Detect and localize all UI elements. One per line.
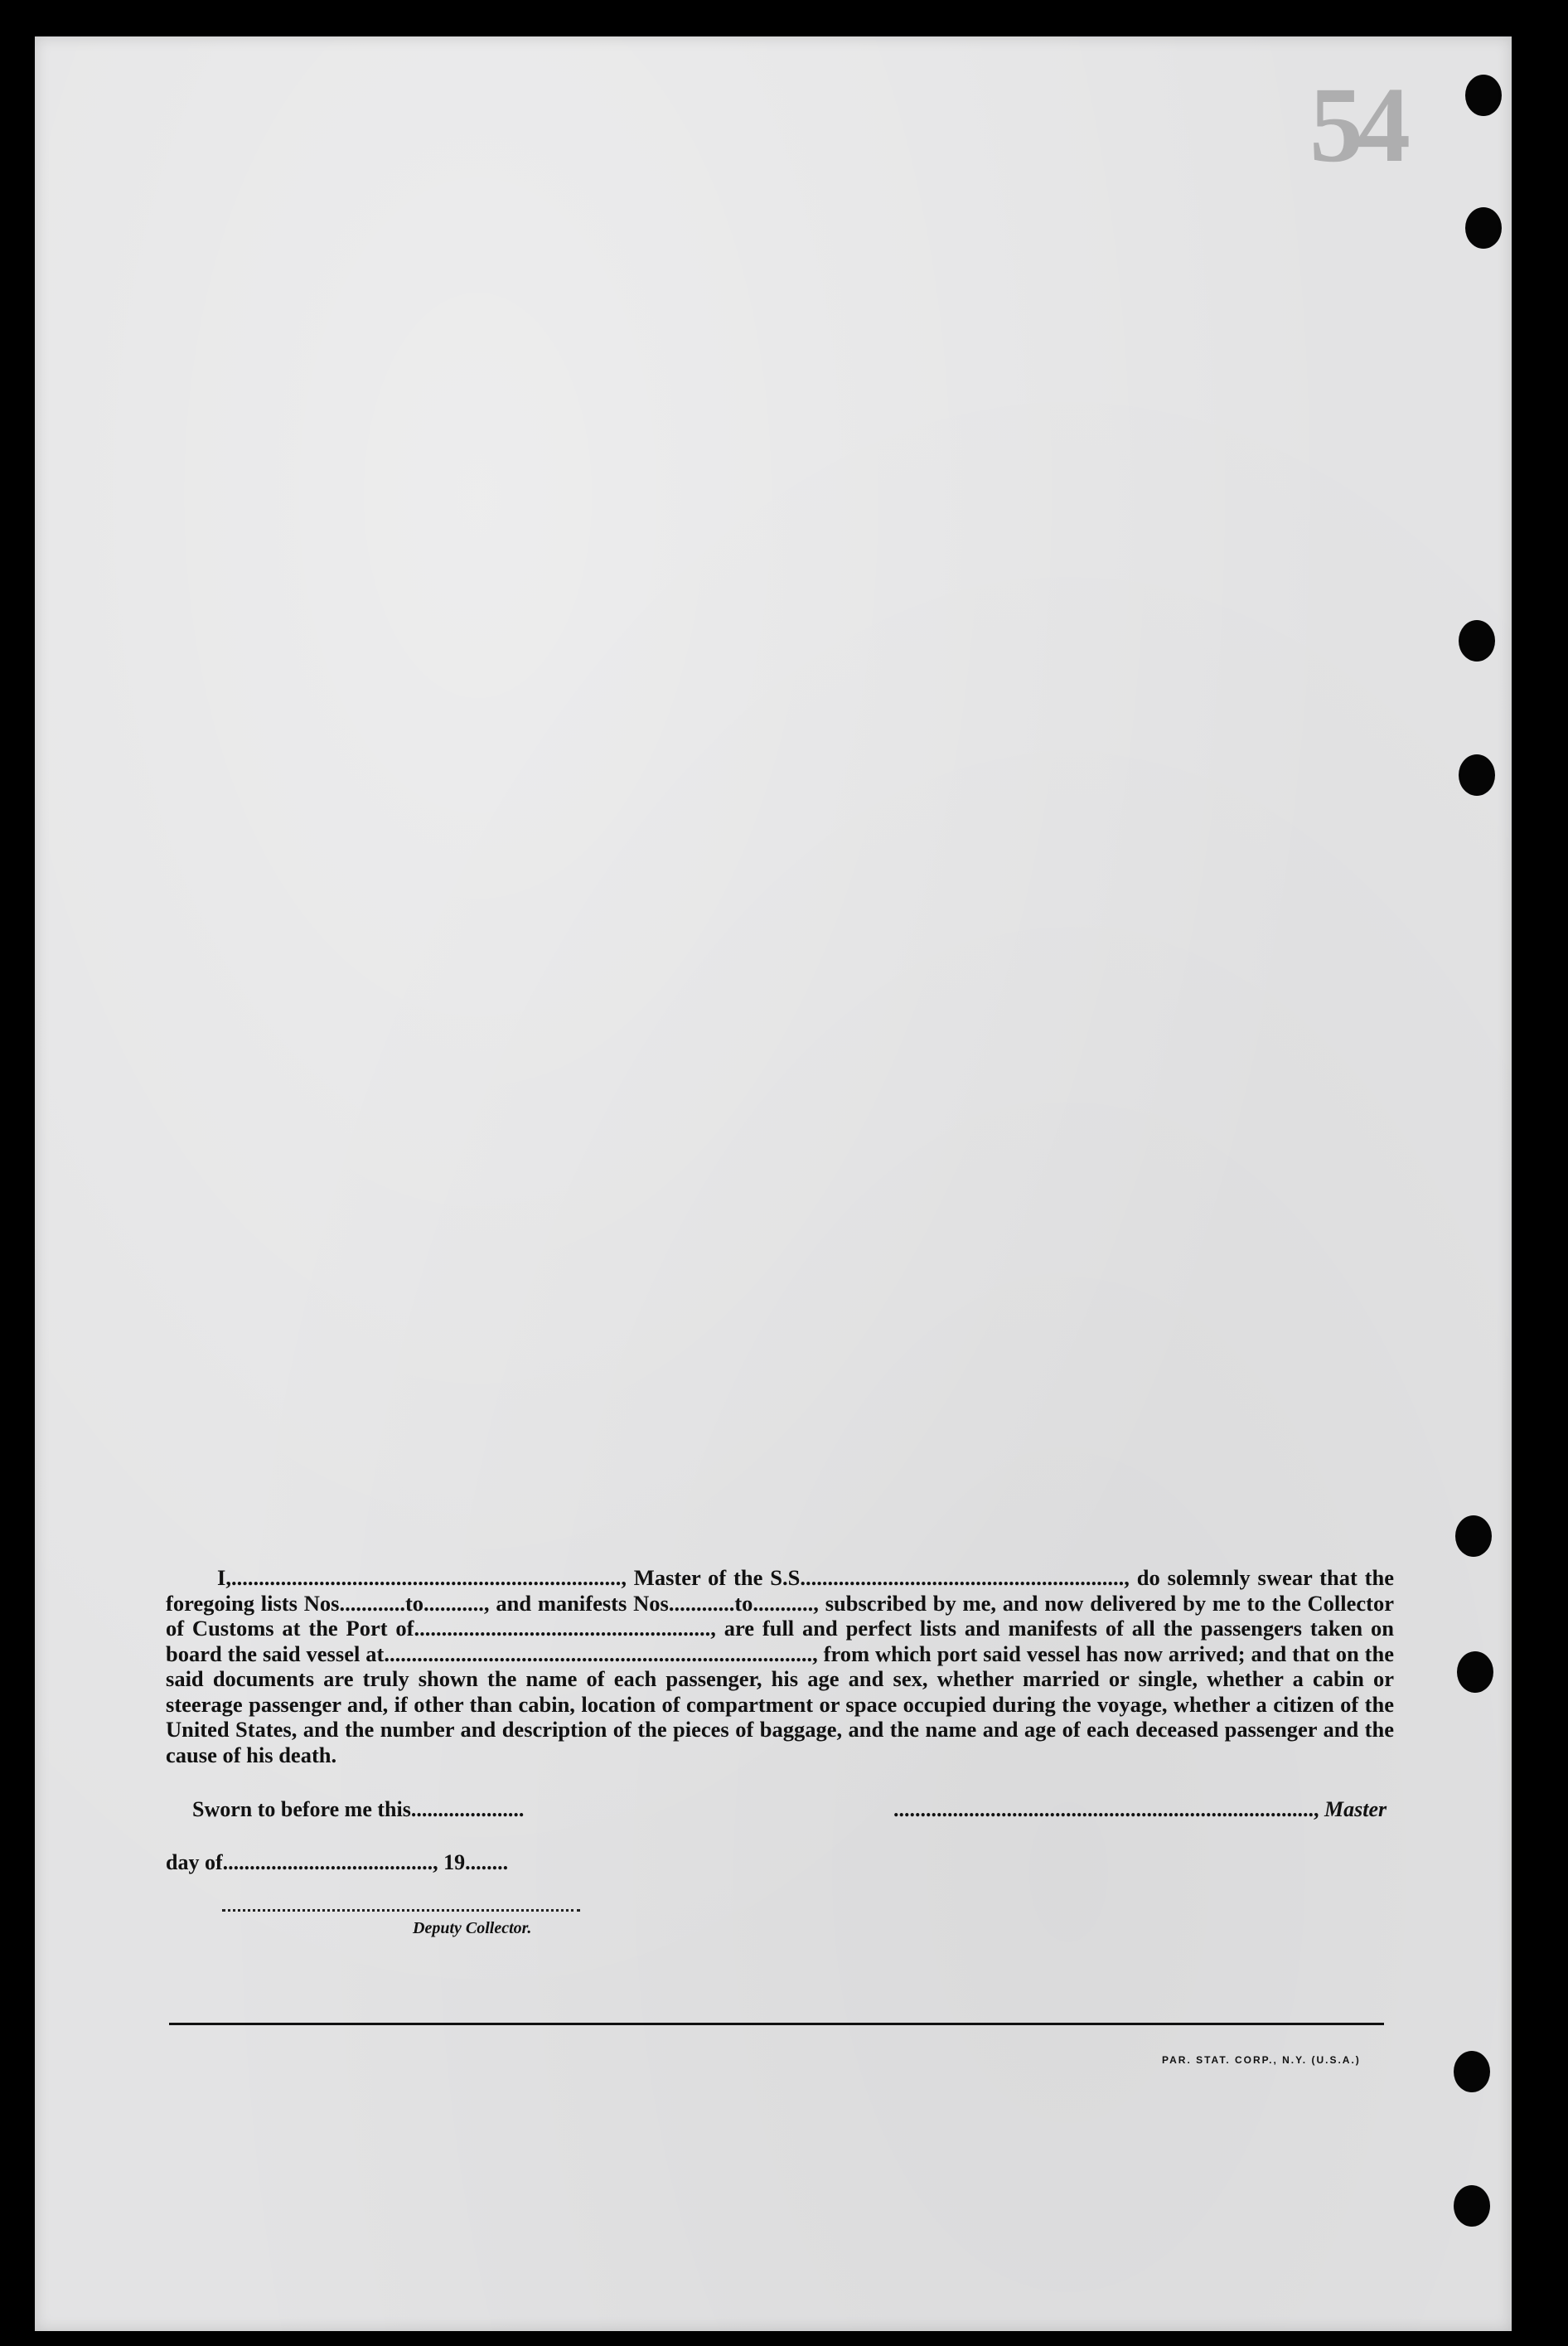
punch-hole	[1454, 2051, 1490, 2092]
punch-hole	[1465, 207, 1502, 249]
punch-hole	[1454, 2185, 1490, 2227]
document-page	[35, 36, 1512, 2331]
punch-hole	[1465, 75, 1502, 116]
master-signature-row	[893, 1797, 1387, 1822]
deputy-collector-label: Deputy Collector.	[413, 1919, 532, 1937]
master-label: Master	[1324, 1797, 1387, 1821]
page-corner-mark: 54	[1309, 65, 1404, 185]
sworn-line: Sworn to before me this.....................	[192, 1797, 525, 1821]
deputy-collector-signature-line	[222, 1909, 580, 1912]
oath-paragraph	[166, 1565, 1394, 1767]
punch-hole	[1459, 620, 1495, 662]
oath-text: I,......................................................................., Master of the S.S..........................................................., do solemnly swear that the foregoing lists Nos............to..........., and manifests Nos............to..........., subscribed by me, and now delivered by me to the Collector of Customs at the Port of......................................................, are full and perfect lists and manifests of all the passengers taken on board the said vessel at.............................................................................., from which port said vessel has now arrived; and that on the said documents are truly shown the name of each passenger, his age and sex, whether married or single, whether a cabin or steerage passenger and, if other than cabin, location of compartment or space occupied during the voyage, whether a citizen of the United States, and the number and description of the pieces of baggage, and the name and age of each deceased passenger and the cause of his death.	[166, 1565, 1394, 1767]
master-signature-line: ..............................................................................,	[893, 1797, 1324, 1821]
punch-hole	[1459, 754, 1495, 796]
punch-hole	[1457, 1651, 1493, 1693]
horizontal-rule	[169, 2023, 1384, 2025]
printer-imprint: PAR. STAT. CORP., N.Y. (U.S.A.)	[1162, 2054, 1361, 2066]
punch-hole	[1455, 1515, 1492, 1557]
day-line: day of......................................., 19........	[166, 1850, 509, 1874]
